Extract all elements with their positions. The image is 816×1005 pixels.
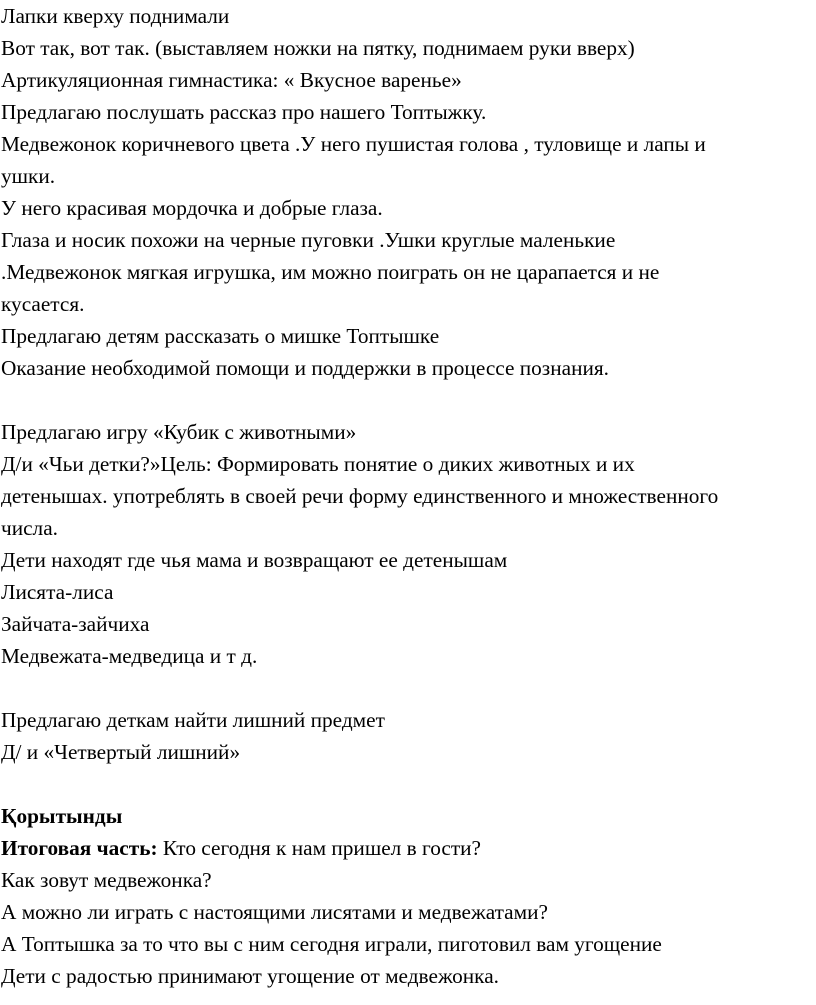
text-line: Предлагаю послушать рассказ про нашего Топтыжку. — [1, 100, 487, 124]
text-line: .Медвежонок мягкая игрушка, им можно поиграть он не царапается и не — [1, 260, 660, 284]
text-line: Предлагаю деткам найти лишний предмет — [1, 708, 385, 732]
text-line: Вот так, вот так. (выставляем ножки на пятку, поднимаем руки вверх) — [1, 36, 635, 60]
text-line: Медвежата-медведица и т д. — [1, 644, 258, 668]
text-line: А можно ли играть с настоящими лисятами и медвежатами? — [1, 900, 548, 924]
text-line: Д/ и «Четвертый лишний» — [1, 740, 241, 764]
text-line: числа. — [1, 516, 58, 540]
final-part-text: Кто сегодня к нам пришел в гости? — [157, 836, 481, 860]
text-line: Д/и «Чьи детки?»Цель: Формировать понятие о диких животных и их — [1, 452, 635, 476]
text-line: Лисята-лиса — [1, 580, 114, 604]
text-line: Медвежонок коричневого цвета .У него пушистая голова , туловище и лапы и — [1, 132, 706, 156]
text-line: Артикуляционная гимнастика: « Вкусное варенье» — [1, 68, 462, 92]
text-line: Как зовут медвежонка? — [1, 868, 212, 892]
conclusion-heading: Қорытынды — [1, 804, 123, 828]
final-part-line — [1, 832, 481, 864]
text-line: Зайчата-зайчиха — [1, 612, 150, 636]
text-line: кусается. — [1, 292, 85, 316]
text-line: Глаза и носик похожи на черные пуговки .Ушки круглые маленькие — [1, 228, 616, 252]
text-line: Предлагаю детям рассказать о мишке Топтышке — [1, 324, 440, 348]
text-line: Оказание необходимой помощи и поддержки в процессе познания. — [1, 356, 609, 380]
text-line: У него красивая мордочка и добрые глаза. — [1, 196, 383, 220]
text-line: Дети находят где чья мама и возвращают ее детенышам — [1, 548, 508, 572]
text-line: А Топтышка за то что вы с ним сегодня играли, пиготовил вам угощение — [1, 932, 662, 956]
text-line: Дети с радостью принимают угощение от медвежонка. — [1, 964, 499, 988]
text-line: ушки. — [1, 164, 56, 188]
final-part-label: Итоговая часть: — [1, 836, 158, 860]
text-line: Предлагаю игру «Кубик с животными» — [1, 420, 357, 444]
text-line: Лапки кверху поднимали — [1, 4, 230, 28]
text-line: детенышах. употреблять в своей речи форму единственного и множественного — [1, 484, 719, 508]
